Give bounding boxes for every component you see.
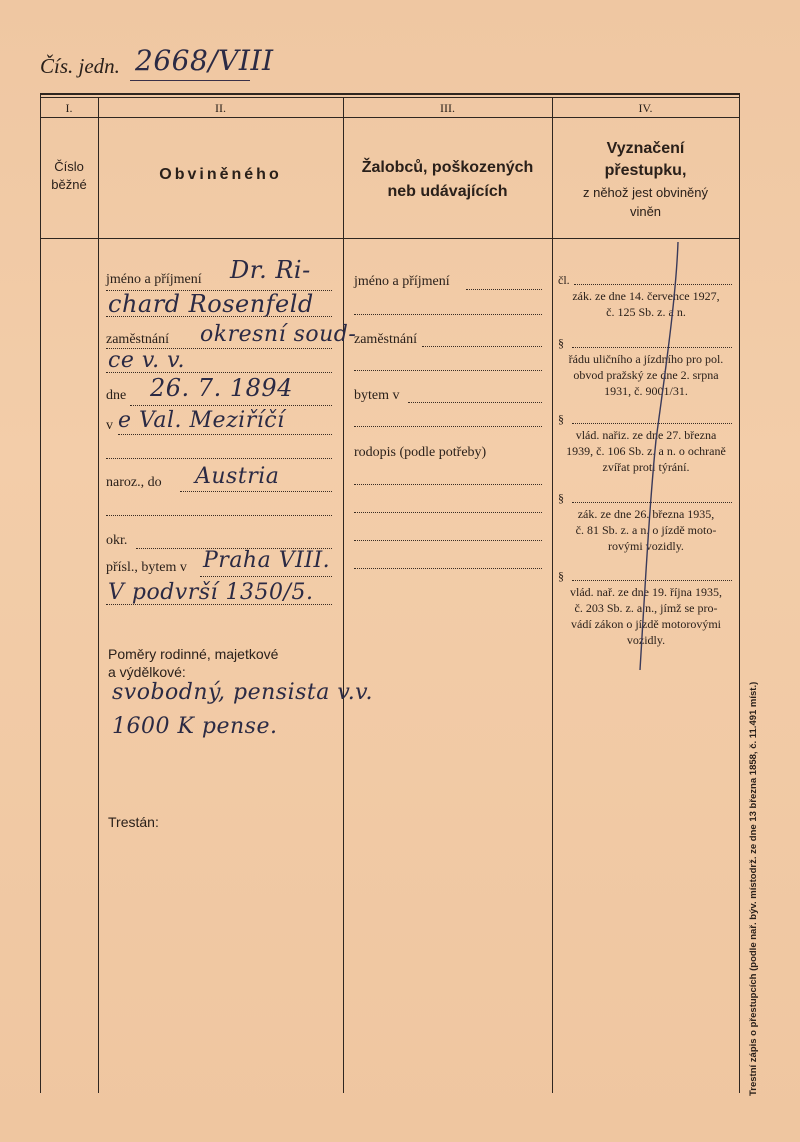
- accused-occupation-value-line2: ce v. v.: [108, 348, 185, 373]
- offence-item-4-line1: zák. ze dne 26. března 1935,: [577, 507, 715, 521]
- accused-residence-value-line2: V podvrší 1350/5.: [108, 580, 314, 605]
- accused-circumstances-value-line1: svobodný, pensista v.v.: [112, 680, 373, 705]
- accused-date-value: 26. 7. 1894: [150, 374, 293, 402]
- col1-title: [40, 158, 98, 194]
- col2-title: Obviněného: [159, 166, 282, 183]
- offence-item-4-line3: rovými vozidly.: [608, 539, 684, 553]
- plaintiff-residence-dots-1: [408, 402, 542, 403]
- accused-born-value: Austria: [195, 464, 280, 489]
- plaintiff-occupation-dots-2: [354, 370, 542, 371]
- col3-title-line2: neb udávajících: [387, 183, 508, 200]
- accused-born-dots-2: [106, 515, 332, 516]
- accused-circumstances-label: [108, 645, 278, 681]
- col2-roman: II.: [215, 101, 226, 115]
- table-left-border: [40, 93, 41, 1093]
- col4-roman: IV.: [638, 101, 653, 115]
- col4-title-line3: z něhož jest obviněný: [582, 185, 709, 200]
- plaintiff-residence-label: bytem v: [354, 388, 400, 403]
- plaintiff-bio-dots-2: [354, 512, 542, 513]
- col4-title: [552, 138, 739, 220]
- col1-title-line1: Číslo: [54, 159, 84, 174]
- plaintiff-name-dots-2: [354, 314, 542, 315]
- table-right-border: [739, 93, 740, 1093]
- offence-item-3-line3: zvířat proti týrání.: [602, 460, 690, 474]
- col1-roman: I.: [65, 101, 73, 115]
- plaintiff-bio-label: rodopis (podle potřeby): [354, 445, 487, 460]
- plaintiff-occupation-label: zaměstnání: [354, 332, 417, 347]
- accused-place-dots-1: [118, 434, 332, 435]
- accused-residence-value-line1: Praha VIII.: [203, 548, 331, 573]
- offence-item-5-prefix: §: [558, 569, 564, 583]
- table-top-border-inner: [40, 97, 740, 98]
- col1-title-line2: běžné: [51, 177, 87, 192]
- side-note: Trestní zápis o přestupcích (podle nař. býv. místodrž. ze dne 13 března 1858, č. 11.491 míst.): [748, 681, 759, 1096]
- offence-item-3-prefix: §: [558, 412, 564, 426]
- col3-title-line1: Žalobců, poškozených: [361, 159, 534, 176]
- offence-item-5-line2: č. 203 Sb. z. a n., jímž se pro-: [574, 601, 718, 615]
- offence-item-2-prefix: §: [558, 336, 564, 350]
- col3-roman: III.: [440, 101, 455, 115]
- col4-title-line2: přestupku,: [604, 162, 687, 179]
- roman-row-divider: [40, 117, 740, 118]
- plaintiff-bio-dots-4: [354, 568, 542, 569]
- plaintiff-name-dots-1: [466, 289, 542, 290]
- strike-through-mark: [620, 240, 690, 680]
- offence-item-2-line2: obvod pražský ze dne 2. srpna: [573, 368, 719, 382]
- header-row-divider: [40, 238, 740, 239]
- strike-through-path: [640, 242, 678, 670]
- offence-item-1-line1: zák. ze dne 14. července 1927,: [572, 289, 720, 303]
- col-divider-1: [98, 97, 99, 1093]
- cis-jedn-value: 2668/VIII: [135, 44, 274, 77]
- accused-born-dots-1: [180, 491, 332, 492]
- accused-punished-label: Trestán:: [108, 814, 159, 830]
- offence-item-5-line1: vlád. nař. ze dne 19. října 1935,: [570, 585, 722, 599]
- offence-item-3-line2: 1939, č. 106 Sb. z. a n. o ochraně: [566, 444, 726, 458]
- accused-place-value: e Val. Meziříčí: [118, 408, 285, 433]
- accused-residence-dots-2: [106, 604, 332, 605]
- accused-place-prefix: v: [106, 418, 113, 433]
- offence-item-1-prefix: čl.: [558, 273, 570, 287]
- plaintiff-name-label: jméno a příjmení: [354, 274, 450, 289]
- offence-item-4-prefix: §: [558, 491, 564, 505]
- accused-residence-label: přísl., bytem v: [106, 560, 187, 575]
- col4-title-line4: viněn: [629, 204, 662, 219]
- accused-date-dots: [130, 405, 332, 406]
- accused-date-label: dne: [106, 388, 127, 403]
- accused-place-dots-2: [106, 458, 332, 459]
- accused-district-label: okr.: [106, 533, 128, 548]
- offence-item-4-line2: č. 81 Sb. z. a n. o jízdě moto-: [575, 523, 717, 537]
- accused-circumstances-value-line2: 1600 K pense.: [112, 714, 278, 739]
- accused-name-dots-2: [106, 316, 332, 317]
- offence-item-2-line1: řádu uličního a jízdního pro pol.: [568, 352, 724, 366]
- accused-name-value-line1: Dr. Ri-: [230, 256, 311, 284]
- col4-title-line1: Vyznačení: [606, 140, 685, 157]
- accused-occupation-label: zaměstnání: [106, 332, 169, 347]
- accused-occupation-value-line1: okresní soud-: [200, 322, 357, 347]
- accused-circumstances-label-line1: Poměry rodinné, majetkové: [108, 646, 279, 662]
- plaintiff-bio-dots-3: [354, 540, 542, 541]
- accused-occupation-dots-2: [106, 372, 332, 373]
- plaintiff-occupation-dots-1: [422, 346, 542, 347]
- plaintiff-residence-dots-2: [354, 426, 542, 427]
- accused-residence-dots-1: [200, 576, 332, 577]
- offence-item-3-line1: vlád. nařiz. ze dne 27. března: [575, 428, 717, 442]
- table-top-border-outer: [40, 93, 740, 95]
- col3-title: [343, 156, 552, 204]
- cis-jedn-label: Čís. jedn.: [40, 54, 120, 78]
- cis-jedn-underline: [130, 80, 250, 81]
- accused-circumstances-label-line2: a výdělkové:: [108, 664, 186, 680]
- accused-name-value-line2: chard Rosenfeld: [108, 290, 314, 318]
- plaintiff-bio-dots-1: [354, 484, 542, 485]
- accused-born-label: naroz., do: [106, 475, 162, 490]
- offence-item-5-line3: vádí zákon o jízdě motorovými: [571, 617, 721, 631]
- offence-item-2-line3: 1931, č. 9001/31.: [604, 384, 688, 398]
- offence-item-5-line4: vozidly.: [626, 633, 666, 647]
- offence-item-1-line2: č. 125 Sb. z. a n.: [606, 305, 686, 319]
- accused-name-label: jméno a příjmení: [106, 272, 202, 287]
- col-divider-2: [343, 97, 344, 1093]
- col-divider-3: [552, 97, 553, 1093]
